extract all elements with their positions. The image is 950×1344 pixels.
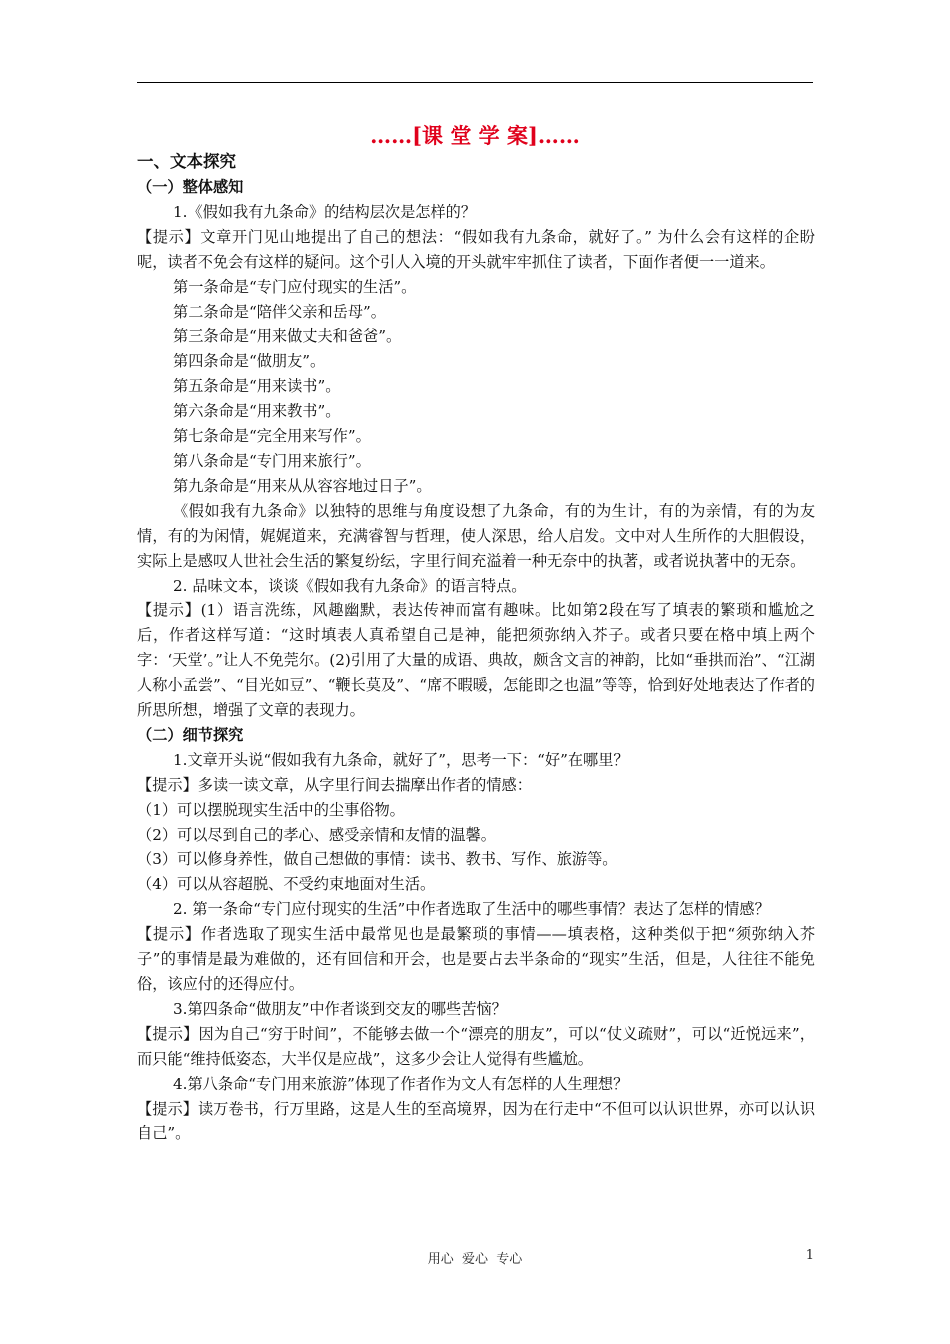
page-title: ……[课 堂 学 案]…… — [370, 123, 580, 148]
hint-tag: 【提示】 — [137, 1024, 199, 1043]
hint-tag: 【提示】 — [137, 775, 198, 794]
list-item: （1）可以摆脱现实生活中的尘事俗物。 — [137, 800, 405, 819]
list-item: （4）可以从容超脱、不受约束地面对生活。 — [137, 875, 436, 894]
answer-1-text: 文章开门见山地提出了自己的想法：“假如我有九条命，就好了。” 为什么会有这样的企盼呢，读者不免会有这样的疑问。这个引人入境的开头就牢牢抓住了读者，下面作者便一一道来。 — [137, 227, 815, 271]
subsection-heading-overall: （一）整体感知 — [137, 178, 244, 196]
hint-tag: 【提示】 — [137, 925, 201, 944]
life-item: 第六条命是“用来教书”。 — [173, 402, 341, 421]
life-item: 第四条命是“做朋友”。 — [173, 352, 326, 371]
list-item: （3）可以修身养性，做自己想做的事情：读书、教书、写作、旅游等。 — [137, 850, 618, 869]
detail-answer-3-text: 因为自己“穷于时间”，不能够去做一个“漂亮的朋友”，可以“仗义疏财”，可以“近悦远来”，而只能“维持低姿态，大半仅是应战”，这多少会让人觉得有些尴尬。 — [137, 1024, 815, 1068]
detail-question-4: 4.第八条命“专门用来旅游”体现了作者作为文人有怎样的人生理想？ — [173, 1074, 629, 1093]
detail-answer-2 — [137, 922, 815, 997]
life-item: 第三条命是“用来做丈夫和爸爸”。 — [173, 327, 402, 346]
detail-answer-4-text: 读万卷书，行万里路，这是人生的至高境界，因为在行走中“不但可以认识世界，亦可以认识自己”。 — [137, 1099, 816, 1143]
life-item: 第七条命是“完全用来写作”。 — [173, 427, 371, 446]
footer-motto: 用心 爱心 专心 — [427, 1252, 523, 1267]
answer-1 — [137, 225, 815, 275]
answer-2 — [137, 598, 815, 723]
detail-answer-2-text: 作者选取了现实生活中最常见也是最繁琐的事情——填表格，这种类似于把“须弥纳入芥子”的事情是最为难做的，还有回信和开会，也是要占去半条命的“现实”生活，但是，人往往不能免俗，该应付的还得应付。 — [137, 925, 816, 993]
life-item: 第一条命是“专门应付现实的生活”。 — [173, 277, 417, 296]
header-rule — [137, 82, 813, 83]
question-1: 1.《假如我有九条命》的结构层次是怎样的？ — [173, 202, 477, 221]
life-item: 第八条命是“专门用来旅行”。 — [173, 451, 371, 470]
detail-answer-3 — [137, 1022, 815, 1072]
hint-tag: 【提示】 — [137, 227, 201, 246]
hint-tag: 【提示】 — [137, 601, 201, 620]
detail-answer-4 — [137, 1097, 815, 1147]
detail-question-3: 3.第四条命“做朋友”中作者谈到交友的哪些苦恼？ — [173, 999, 507, 1018]
page-number: 1 — [805, 1248, 814, 1263]
detail-question-2: 2. 第一条命“专门应付现实的生活”中作者选取了生活中的哪些事情？表达了怎样的情感？ — [173, 900, 770, 919]
section-heading: 一、文本探究 — [137, 152, 236, 171]
list-item: （2）可以尽到自己的孝心、感受亲情和友情的温馨。 — [137, 825, 496, 844]
life-item: 第五条命是“用来读书”。 — [173, 377, 341, 396]
detail-answer-1 — [137, 773, 815, 798]
question-2: 2. 品味文本，谈谈《假如我有九条命》的语言特点。 — [173, 576, 527, 595]
life-item: 第九条命是“用来从从容容地过日子”。 — [173, 476, 432, 495]
document-body — [137, 148, 815, 1146]
detail-question-1: 1.文章开头说“假如我有九条命，就好了”，思考一下：“好”在哪里？ — [173, 750, 629, 769]
detail-answer-1-text: 多读一读文章，从字里行间去揣摩出作者的情感： — [197, 775, 532, 794]
life-item: 第二条命是“陪伴父亲和岳母”。 — [173, 302, 386, 321]
subsection-heading-detail: （二）细节探究 — [137, 725, 244, 744]
hint-tag: 【提示】 — [137, 1099, 198, 1118]
answer-2-text: (1）语言洗练，风趣幽默，表达传神而富有趣味。比如第2段在写了填表的繁琐和尴尬之后，作者这样写道：“这时填表人真希望自己是神，能把须弥纳入芥子。或者只要在格中填上两个字：‘天堂’。”让人不免莞尔。(2)引用了大量的成语、典故，颇含文言的神韵，比如“垂拱而治”、“江湖人称小孟尝”、“目光如豆”、“鞭长莫及”、“席不暇暖，怎能即之也温”等等，恰到好处地表达了作者的所思所想，增强了文章的表现力。 — [137, 601, 815, 720]
summary-paragraph: 《假如我有九条命》以独特的思维与角度设想了九条命，有的为生计，有的为亲情，有的为友情，有的为闲情，娓娓道来，充满睿智与哲理，使人深思，给人启发。文中对人生所作的大胆假设，实际上是感叹人世社会生活的繁复纷纭，字里行间充溢着一种无奈中的执著，或者说执著中的无奈。 — [137, 501, 815, 570]
